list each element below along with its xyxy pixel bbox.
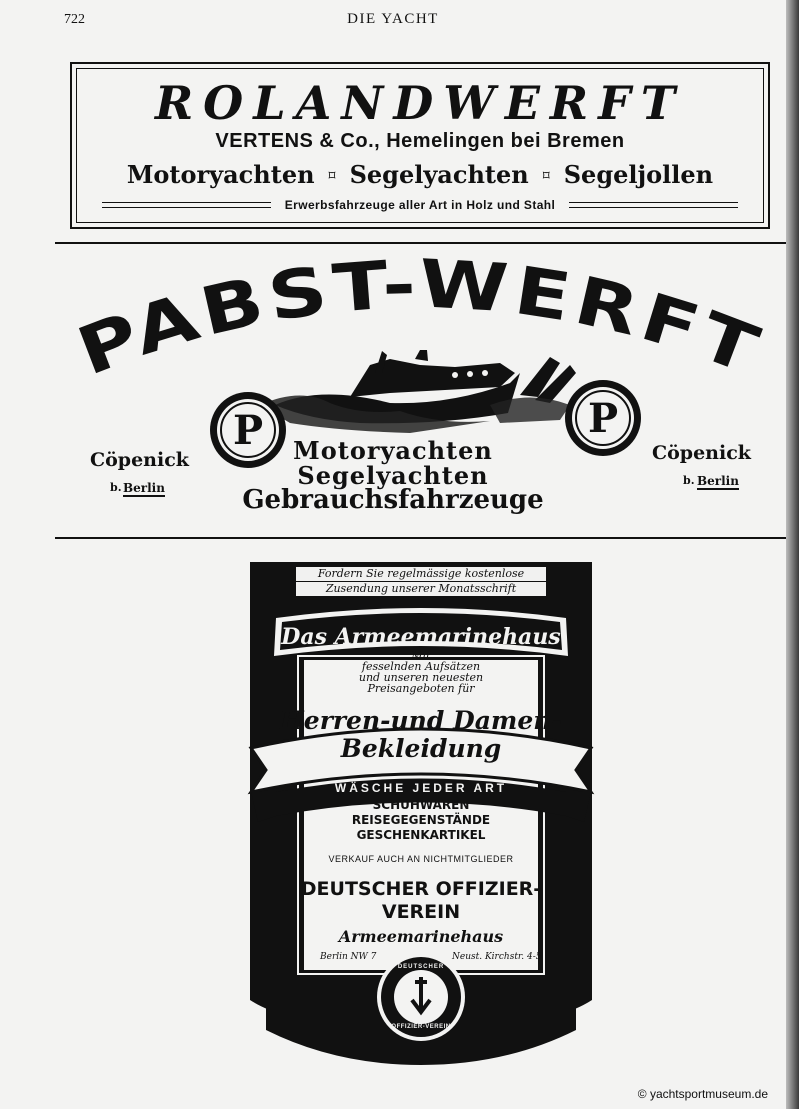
intro-line: Preisangeboten für	[367, 682, 475, 695]
museum-credit: © yachtsportmuseum.de	[637, 1087, 768, 1101]
rolandwerft-subtitle: VERTENS & Co., Hemelingen bei Bremen	[215, 130, 625, 152]
rolandwerft-footer-text: Erwerbsfahrzeuge aller Art in Holz und Stahl	[284, 198, 556, 212]
seal-text-top: DEUTSCHER	[397, 964, 445, 970]
pabst-line-segelyachten: Segelyachten	[297, 461, 489, 490]
double-rule	[102, 202, 271, 208]
rolandwerft-footer	[102, 198, 738, 212]
svg-text:P: P	[232, 407, 264, 454]
motorboat-illustration	[260, 350, 576, 433]
location-right: Cöpenick	[652, 442, 751, 464]
rolandwerft-title: ROLANDWERFT	[154, 76, 686, 130]
goods-item: REISEGEGENSTÄNDE	[351, 813, 491, 827]
headline-bekleidung: Bekleidung	[340, 734, 502, 763]
section-divider	[55, 537, 786, 539]
goods-item: SCHUHWAREN	[372, 798, 470, 812]
goods-list	[246, 798, 596, 843]
org-name-line-2: VEREIN	[381, 901, 461, 923]
running-head: DIE YACHT	[347, 11, 439, 27]
boat-type-motoryachten: Motoryachten	[126, 160, 315, 189]
intro-text	[246, 650, 596, 694]
city-prefix-left: b.	[110, 481, 122, 494]
svg-text:P: P	[587, 395, 619, 442]
pabst-line-motoryachten: Motoryachten	[293, 436, 493, 465]
address-left: Berlin NW 7	[320, 952, 377, 962]
pabst-line-gebrauchsfahrzeuge: Gebrauchsfahrzeuge	[242, 485, 544, 515]
org-name-line-3: Armeemarinehaus	[338, 927, 504, 946]
armeemarinehaus-ad	[246, 560, 596, 1070]
section-divider	[55, 242, 786, 244]
notice-strip-1: Fordern Sie regelmässige kostenlose	[296, 567, 546, 581]
page-number: 722	[64, 12, 85, 27]
headline-herren-und-damen: Herren-und Damen-	[280, 706, 562, 735]
ribbon-waesche: WÄSCHE JEDER ART	[334, 781, 508, 795]
intro-line: Mit	[411, 649, 431, 662]
org-name-line-1: DEUTSCHER OFFIZIER-	[300, 878, 542, 900]
rolandwerft-ad	[70, 62, 770, 229]
intro-line: und unseren neuesten	[358, 671, 484, 684]
boat-type-segelyachten: Segelyachten	[349, 160, 529, 189]
sale-note: VERKAUF AUCH AN NICHTMITGLIEDER	[328, 854, 514, 864]
boat-type-segeljollen: Segeljollen	[563, 160, 714, 189]
intro-line: fesselnden Aufsätzen	[361, 660, 481, 673]
separator-ornament: ⌑	[542, 169, 550, 184]
city-right: Berlin	[697, 474, 739, 488]
address-right: Neust. Kirchstr. 4-5	[452, 952, 542, 962]
goods-item: GESCHENKARTIKEL	[356, 828, 486, 842]
rolandwerft-boat-types	[72, 160, 768, 189]
double-rule	[569, 202, 738, 208]
location-left: Cöpenick	[90, 449, 189, 471]
book-spine-shadow	[786, 0, 799, 1109]
pabst-werft-title: PABST-WERFT	[67, 255, 763, 391]
separator-ornament: ⌑	[328, 169, 336, 184]
banner-armeemarinehaus: Das Armeemarinehaus	[281, 624, 561, 650]
city-prefix-right: b.	[683, 474, 695, 487]
notice-strip-2: Zusendung unserer Monatsschrift	[296, 582, 546, 596]
seal-text-bottom: OFFIZIER-VEREIN	[391, 1024, 451, 1030]
city-left: Berlin	[123, 481, 165, 495]
